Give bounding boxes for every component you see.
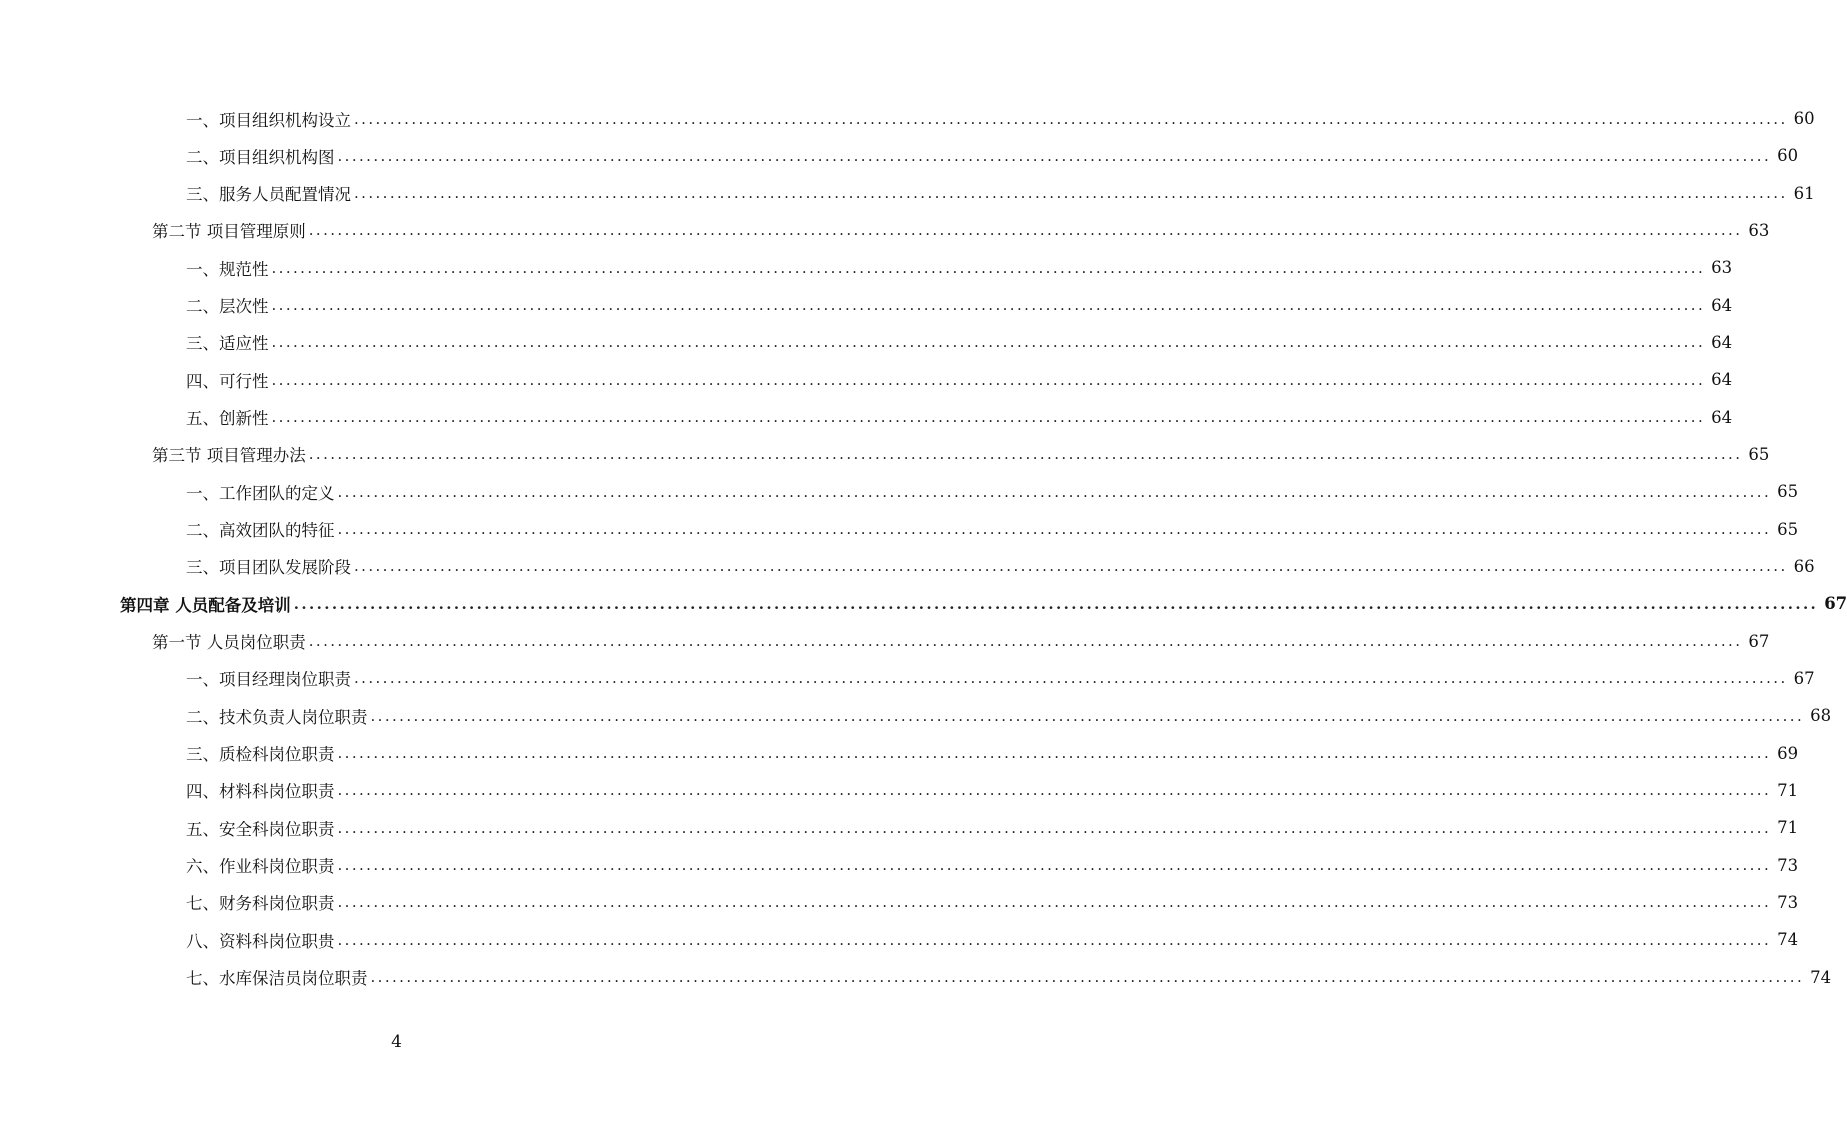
toc-entry[interactable] (152, 436, 1770, 473)
toc-entry[interactable] (186, 735, 1799, 772)
toc-entry-page: 60 (1777, 146, 1799, 166)
toc-leader-dots: ........................................................................................................................................................................................................ (337, 744, 1772, 763)
toc-entry-page: 69 (1777, 743, 1799, 763)
toc-entry-page: 74 (1810, 967, 1832, 987)
toc-entry[interactable] (186, 847, 1799, 884)
toc-entry-page: 73 (1777, 855, 1799, 875)
toc-entry-page: 64 (1711, 370, 1733, 390)
toc-entry[interactable] (186, 660, 1815, 697)
toc-entry-title: 三、服务人员配置情况 (186, 185, 351, 205)
toc-leader-dots: ........................................................................................................................................................................................................ (370, 706, 1805, 725)
toc-entry-page: 65 (1777, 519, 1799, 539)
toc-entry-title: 第三节 项目管理办法 (152, 446, 306, 466)
toc-entry-page: 64 (1711, 332, 1733, 352)
toc-entry[interactable] (186, 175, 1815, 212)
toc-entry-page: 71 (1777, 818, 1799, 838)
toc-entry[interactable] (186, 361, 1733, 398)
toc-entry-title: 第一节 人员岗位职责 (152, 633, 306, 653)
toc-entry-page: 65 (1777, 482, 1799, 502)
toc-entry-title: 一、工作团队的定义 (186, 483, 335, 503)
toc-leader-dots: ........................................................................................................................................................................................................ (337, 930, 1772, 949)
toc-entry[interactable] (186, 399, 1733, 436)
toc-leader-dots: ........................................................................................................................................................................................................ (271, 370, 1706, 389)
toc-entry-title: 二、项目组织机构图 (186, 147, 335, 167)
toc-leader-dots: ........................................................................................................................................................................................................ (354, 109, 1788, 128)
toc-entry-page: 65 (1748, 444, 1770, 464)
toc-entry[interactable] (186, 287, 1733, 324)
toc-entry-title: 三、适应性 (186, 334, 269, 354)
toc-entry[interactable] (186, 324, 1733, 361)
toc-entry-title: 第二节 项目管理原则 (152, 222, 306, 242)
toc-entry-title: 六、作业科岗位职责 (186, 857, 335, 877)
toc-entry-page: 71 (1777, 780, 1799, 800)
toc-entry[interactable] (186, 921, 1799, 958)
toc-leader-dots: ........................................................................................................................................................................................................ (370, 968, 1805, 987)
toc-entry-page: 73 (1777, 892, 1799, 912)
toc-entry-title: 八、资料科岗位职贵 (186, 931, 335, 951)
toc-leader-dots: ........................................................................................................................................................................................................ (354, 557, 1788, 576)
toc-entry-title: 五、安全科岗位职责 (186, 819, 335, 839)
toc-entry-page: 67 (1793, 668, 1815, 688)
toc-entry-page: 63 (1711, 258, 1733, 278)
toc-entry-title: 一、项目组织机构设立 (186, 110, 351, 130)
toc-entry[interactable] (186, 772, 1799, 809)
toc-leader-dots: ........................................................................................................................................................................................................ (271, 296, 1706, 315)
toc-leader-dots: ........................................................................................................................................................................................................ (337, 893, 1772, 912)
toc-leader-dots: ........................................................................................................................................................................................................ (337, 781, 1772, 800)
toc-leader-dots: ........................................................................................................................................................................................................ (271, 333, 1706, 352)
toc-entry[interactable] (186, 511, 1799, 548)
toc-entry[interactable] (120, 585, 1847, 622)
toc-leader-dots: ........................................................................................................................................................................................................ (337, 482, 1772, 501)
toc-entry-page: 67 (1748, 631, 1770, 651)
toc-leader-dots: ........................................................................................................................................................................................................ (337, 146, 1772, 165)
toc-leader-dots: ........................................................................................................................................................................................................ (293, 594, 1819, 613)
toc-entry-title: 三、项目团队发展阶段 (186, 558, 351, 578)
page-number: 4 (391, 1032, 402, 1052)
toc-entry-title: 三、质检科岗位职责 (186, 745, 335, 765)
toc-leader-dots: ........................................................................................................................................................................................................ (354, 669, 1788, 688)
toc-leader-dots: ........................................................................................................................................................................................................ (337, 856, 1772, 875)
toc-entry-page: 68 (1810, 706, 1832, 726)
toc-leader-dots: ........................................................................................................................................................................................................ (308, 632, 1743, 651)
toc-leader-dots: ........................................................................................................................................................................................................ (271, 408, 1706, 427)
toc-entry-page: 61 (1793, 183, 1815, 203)
toc-entry[interactable] (186, 473, 1799, 510)
toc-leader-dots: ........................................................................................................................................................................................................ (271, 258, 1706, 277)
toc-entry-title: 七、水库保洁员岗位职责 (186, 969, 368, 989)
toc-entry[interactable] (186, 809, 1799, 846)
toc-entry-page: 64 (1711, 295, 1733, 315)
toc-entry[interactable] (186, 249, 1733, 286)
toc-entry-title: 第四章 人员配备及培训 (120, 595, 291, 615)
toc-entry-title: 二、高效团队的特征 (186, 521, 335, 541)
toc-entry-page: 67 (1824, 594, 1847, 614)
toc-entry-title: 五、创新性 (186, 409, 269, 429)
toc-entry-title: 四、材料科岗位职责 (186, 782, 335, 802)
toc-entry-title: 一、项目经理岗位职责 (186, 670, 351, 690)
toc-leader-dots: ........................................................................................................................................................................................................ (337, 818, 1772, 837)
toc-entry[interactable] (152, 623, 1770, 660)
toc-entry[interactable] (186, 137, 1799, 174)
toc-entry[interactable] (186, 548, 1815, 585)
toc-entry-page: 66 (1793, 556, 1815, 576)
toc-entry[interactable] (186, 959, 1832, 996)
toc-leader-dots: ........................................................................................................................................................................................................ (354, 184, 1788, 203)
toc-entry[interactable] (186, 884, 1799, 921)
toc-entry-page: 74 (1777, 930, 1799, 950)
toc-entry[interactable] (152, 212, 1770, 249)
toc-entry-page: 64 (1711, 407, 1733, 427)
toc-leader-dots: ........................................................................................................................................................................................................ (337, 520, 1772, 539)
toc-entry-title: 七、财务科岗位职责 (186, 894, 335, 914)
toc-leader-dots: ........................................................................................................................................................................................................ (308, 445, 1743, 464)
toc-entry-title: 四、可行性 (186, 371, 269, 391)
toc-entry[interactable] (186, 100, 1815, 137)
toc-entry-page: 63 (1748, 220, 1770, 240)
toc-entry[interactable] (186, 697, 1832, 734)
toc-entry-page: 60 (1793, 109, 1815, 128)
toc-leader-dots: ........................................................................................................................................................................................................ (308, 221, 1743, 240)
toc-entry-title: 一、规范性 (186, 259, 269, 279)
toc-entry-title: 二、层次性 (186, 297, 269, 317)
toc-entry-title: 二、技术负责人岗位职责 (186, 707, 368, 727)
